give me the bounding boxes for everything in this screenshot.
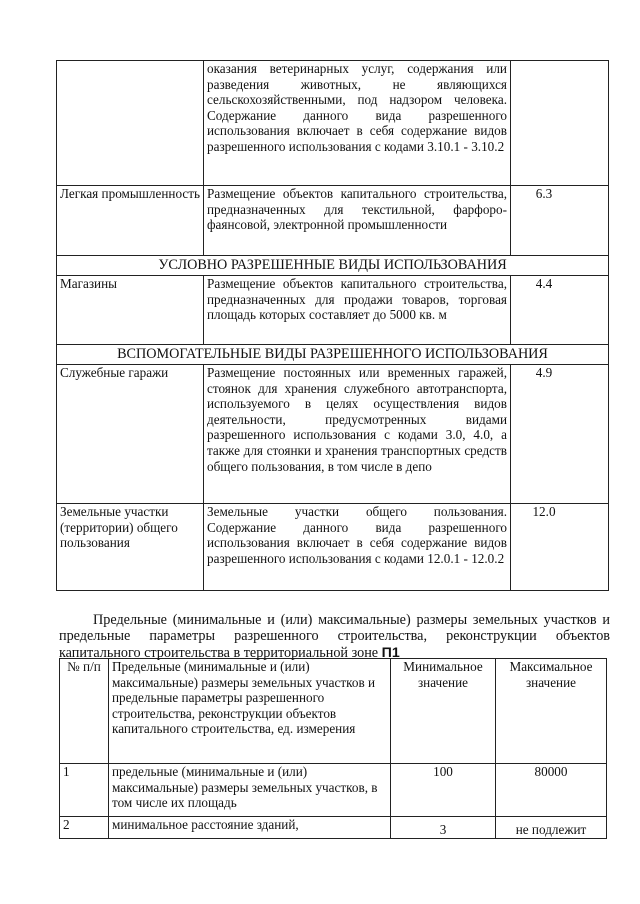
use-code: 12.0 xyxy=(511,504,609,591)
use-name: Земельные участки (территории) общего пользования xyxy=(57,504,204,591)
max-value: 80000 xyxy=(496,764,607,817)
limits-paragraph xyxy=(59,612,610,661)
min-value: 100 xyxy=(391,764,496,817)
section-header: УСЛОВНО РАЗРЕШЕННЫЕ ВИДЫ ИСПОЛЬЗОВАНИЯ xyxy=(57,256,609,276)
use-code: 4.9 xyxy=(511,365,609,504)
use-code: 6.3 xyxy=(511,186,609,256)
row-number: 2 xyxy=(60,817,109,839)
table-row xyxy=(57,365,609,504)
header-min-value: Минимальное значение xyxy=(391,659,496,764)
table-header-row xyxy=(60,659,607,764)
parameters-table xyxy=(59,658,607,839)
section-header-row xyxy=(57,345,609,365)
section-header: ВСПОМОГАТЕЛЬНЫЕ ВИДЫ РАЗРЕШЕННОГО ИСПОЛЬЗОВАНИЯ xyxy=(57,345,609,365)
table-row xyxy=(57,186,609,256)
use-name: Служебные гаражи xyxy=(57,365,204,504)
min-value: 3 xyxy=(391,817,496,839)
table-row xyxy=(57,504,609,591)
table-row xyxy=(57,276,609,345)
use-description: оказания ветеринарных услуг, содержания или разведения животных, не являющихся сельскохозяйственными, под надзором человека. Содержание данного вида разрешенного использования включает в себя содержание видов разрешенного использования с кодами 3.10.1 - 3.10.2 xyxy=(204,61,511,186)
header-max-value: Максимальное значение xyxy=(496,659,607,764)
parameter-name: предельные (минимальные и (или) максимальные) размеры земельных участков, в том числе их площадь xyxy=(109,764,391,817)
table-row xyxy=(57,61,609,186)
zone-code: П1 xyxy=(381,644,400,661)
use-description: Размещение постоянных или временных гаражей, стоянок для хранения служебного автотранспорта, используемого в целях осуществления видов деятельности, предусмотренных видами разрешенного использования с кодами 3.0, 4.0, а также для стоянки и хранения транспортных средств общего пользования, в том числе в депо xyxy=(204,365,511,504)
permitted-use-table xyxy=(56,60,609,591)
parameter-name: минимальное расстояние зданий, xyxy=(109,817,391,839)
use-name: Легкая промышленность xyxy=(57,186,204,256)
section-header-row xyxy=(57,256,609,276)
max-value: не подлежит xyxy=(496,817,607,839)
table-row xyxy=(60,817,607,839)
use-code xyxy=(511,61,609,186)
header-number: № п/п xyxy=(60,659,109,764)
paragraph-text: Предельные (минимальные и (или) максимальные) размеры земельных участков и предельные параметры разрешенного строительства, реконструкции объектов капитального строительства в территориальной зоне xyxy=(59,612,610,661)
header-parameter: Предельные (минимальные и (или) максимальные) размеры земельных участков и предельные параметры разрешенного строительства, реконструкции объектов капитального строительства, ед. измерения xyxy=(109,659,391,764)
use-code: 4.4 xyxy=(511,276,609,345)
table-row xyxy=(60,764,607,817)
row-number: 1 xyxy=(60,764,109,817)
use-description: Размещение объектов капитального строительства, предназначенных для продажи товаров, торговая площадь которых составляет до 5000 кв. м xyxy=(204,276,511,345)
use-description: Земельные участки общего пользования. Содержание данного вида разрешенного использования включает в себя содержание видов разрешенного использования с кодами 12.0.1 - 12.0.2 xyxy=(204,504,511,591)
use-description: Размещение объектов капитального строительства, предназначенных для текстильной, фарфоро-фаянсовой, электронной промышленности xyxy=(204,186,511,256)
use-name: Магазины xyxy=(57,276,204,345)
use-name xyxy=(57,61,204,186)
